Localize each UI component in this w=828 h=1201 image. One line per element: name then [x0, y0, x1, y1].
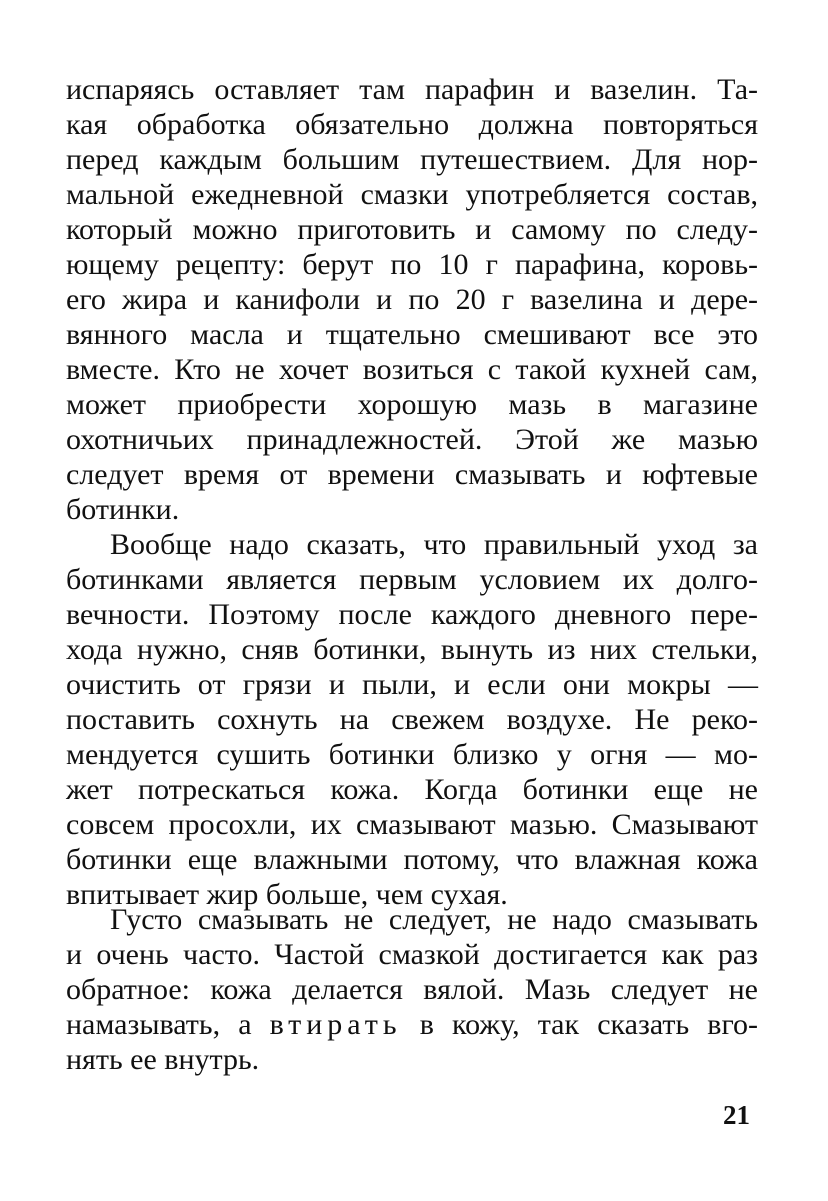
text-line: может приобрести хорошую мазь в магазине — [66, 388, 758, 421]
emphasized-word: втирать — [269, 1008, 402, 1041]
text-line: поставить сохнуть на свежем воздухе. Не реко- — [66, 703, 758, 736]
text-line: совсем просохли, их смазывают мазью. Смазывают — [66, 808, 758, 841]
text-segment: намазывать, а — [66, 1008, 252, 1041]
page-number: 21 — [723, 1100, 750, 1130]
text-line: мальной ежедневной смазки употребляется состав, — [66, 178, 758, 211]
text-line: кая обработка обязательно должна повторяться — [66, 108, 758, 141]
text-line: ющему рецепту: берут по 10 г парафина, коровь- — [66, 248, 758, 281]
text-line: очистить от грязи и пыли, и если они мокры — — [66, 668, 758, 701]
text-line: нять ее внутрь. — [66, 1043, 260, 1076]
text-line: мендуется сушить ботинки близко у огня — мо- — [66, 738, 758, 771]
text-line: охотничьих принадлежностей. Этой же мазью — [66, 423, 758, 456]
text-line: который можно приготовить и самому по следу- — [66, 213, 758, 246]
text-line: его жира и канифоли и по 20 г вазелина и дере- — [66, 283, 758, 316]
text-line: и очень часто. Частой смазкой достигается как раз — [66, 938, 758, 971]
text-line: впитывает жир больше, чем сухая. — [66, 878, 508, 911]
text-line: обратное: кожа делается вялой. Мазь следует не — [66, 973, 758, 1006]
text-line: вместе. Кто не хочет возиться с такой кухней сам, — [66, 353, 758, 386]
text-line: ботинки еще влажными потому, что влажная кожа — [66, 843, 758, 876]
text-line: вечности. Поэтому после каждого дневного пере- — [66, 598, 758, 631]
text-line: вянного масла и тщательно смешивают все это — [66, 318, 758, 351]
text-line: перед каждым большим путешествием. Для нор- — [66, 143, 758, 176]
text-line: ботинками является первым условием их долго- — [66, 563, 758, 596]
text-line: жет потрескаться кожа. Когда ботинки еще не — [66, 773, 758, 806]
text-segment: в кожу, так сказать вго- — [419, 1008, 758, 1041]
text-line: Вообще надо сказать, что правильный уход за — [110, 528, 758, 561]
text-line: хода нужно, сняв ботинки, вынуть из них стельки, — [66, 633, 758, 666]
text-line: испаряясь оставляет там парафин и вазелин. Та- — [66, 73, 758, 106]
text-line: Густо смазывать не следует, не надо смазывать — [110, 903, 758, 936]
text-line — [66, 1007, 758, 1043]
text-line: следует время от времени смазывать и юфтевые — [66, 458, 758, 491]
text-line: ботинки. — [66, 493, 180, 526]
